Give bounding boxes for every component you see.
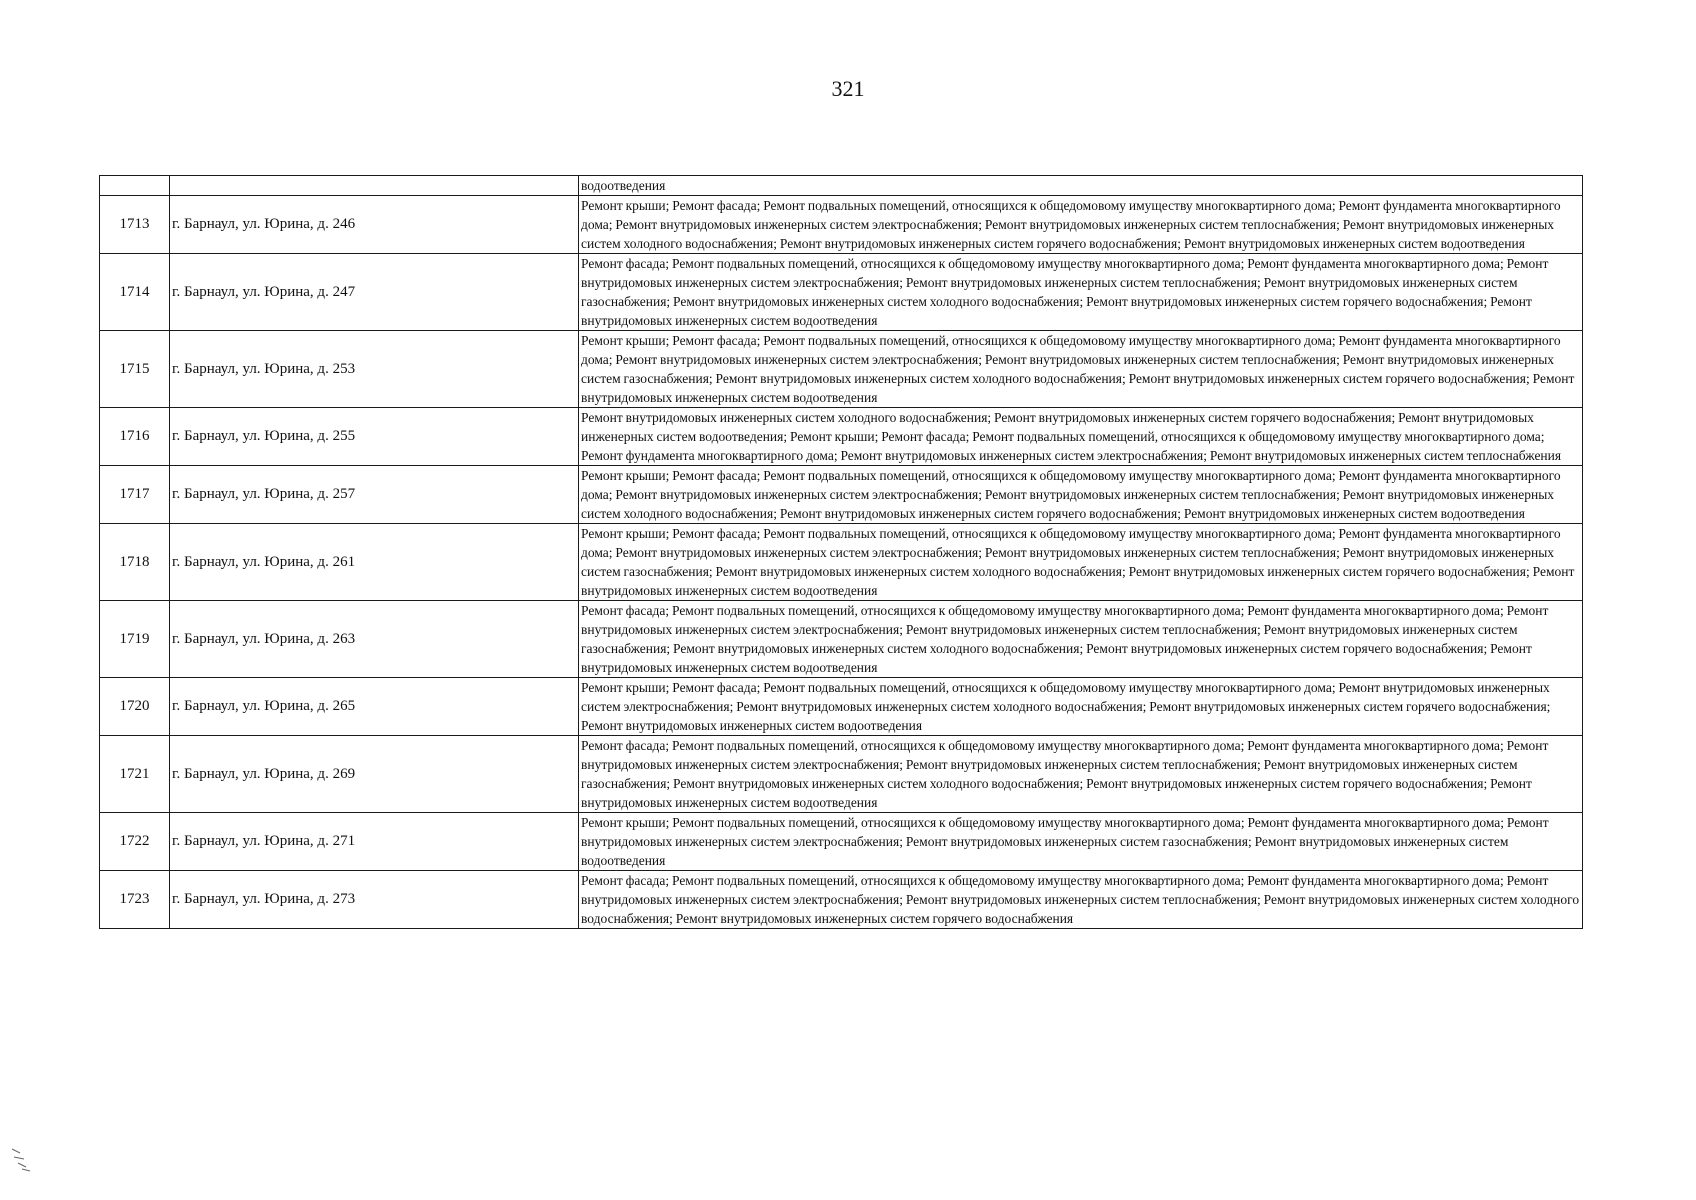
row-number: 1718 — [100, 524, 170, 601]
table-row — [100, 601, 1583, 678]
table-row — [100, 736, 1583, 813]
table-row — [100, 678, 1583, 736]
row-address: г. Барнаул, ул. Юрина, д. 273 — [170, 871, 579, 929]
row-works: Ремонт фасада; Ремонт подвальных помещений, относящихся к общедомовому имуществу многоквартирного дома; Ремонт фундамента многоквартирного дома; Ремонт внутридомовых инженерных систем электроснабжения; Ремонт внутридомовых инженерных систем теплоснабжения; Ремонт внутридомовых инженерных систем холодного водоснабжения; Ремонт внутридомовых инженерных систем горячего водоснабжения — [579, 871, 1583, 929]
row-works: Ремонт фасада; Ремонт подвальных помещений, относящихся к общедомовому имуществу многоквартирного дома; Ремонт фундамента многоквартирного дома; Ремонт внутридомовых инженерных систем электроснабжения; Ремонт внутридомовых инженерных систем теплоснабжения; Ремонт внутридомовых инженерных систем газоснабжения; Ремонт внутридомовых инженерных систем холодного водоснабжения; Ремонт внутридомовых инженерных систем горячего водоснабжения; Ремонт внутридомовых инженерных систем водоотведения — [579, 254, 1583, 331]
row-works: Ремонт крыши; Ремонт фасада; Ремонт подвальных помещений, относящихся к общедомовому имуществу многоквартирного дома; Ремонт фундамента многоквартирного дома; Ремонт внутридомовых инженерных систем электроснабжения; Ремонт внутридомовых инженерных систем теплоснабжения; Ремонт внутридомовых инженерных систем холодного водоснабжения; Ремонт внутридомовых инженерных систем горячего водоснабжения; Ремонт внутридомовых инженерных систем водоотведения — [579, 466, 1583, 524]
row-number: 1717 — [100, 466, 170, 524]
row-address: г. Барнаул, ул. Юрина, д. 271 — [170, 813, 579, 871]
row-address: г. Барнаул, ул. Юрина, д. 269 — [170, 736, 579, 813]
row-works: Ремонт внутридомовых инженерных систем холодного водоснабжения; Ремонт внутридомовых инженерных систем горячего водоснабжения; Ремонт внутридомовых инженерных систем водоотведения; Ремонт крыши; Ремонт фасада; Ремонт подвальных помещений, относящихся к общедомовому имуществу многоквартирного дома; Ремонт фундамента многоквартирного дома; Ремонт внутридомовых инженерных систем электроснабжения; Ремонт внутридомовых инженерных систем теплоснабжения — [579, 408, 1583, 466]
row-number: 1721 — [100, 736, 170, 813]
row-address: г. Барнаул, ул. Юрина, д. 253 — [170, 331, 579, 408]
row-works: Ремонт крыши; Ремонт фасада; Ремонт подвальных помещений, относящихся к общедомовому имуществу многоквартирного дома; Ремонт фундамента многоквартирного дома; Ремонт внутридомовых инженерных систем электроснабжения; Ремонт внутридомовых инженерных систем теплоснабжения; Ремонт внутридомовых инженерных систем газоснабжения; Ремонт внутридомовых инженерных систем холодного водоснабжения; Ремонт внутридомовых инженерных систем горячего водоснабжения; Ремонт внутридомовых инженерных систем водоотведения — [579, 331, 1583, 408]
table-row — [100, 331, 1583, 408]
page-number: 321 — [831, 76, 865, 101]
row-address: г. Барнаул, ул. Юрина, д. 246 — [170, 196, 579, 254]
table-row — [100, 196, 1583, 254]
table-row — [100, 813, 1583, 871]
row-number: 1719 — [100, 601, 170, 678]
row-works: Ремонт крыши; Ремонт подвальных помещений, относящихся к общедомовому имуществу многоквартирного дома; Ремонт фундамента многоквартирного дома; Ремонт внутридомовых инженерных систем электроснабжения; Ремонт внутридомовых инженерных систем газоснабжения; Ремонт внутридомовых инженерных систем водоотведения — [579, 813, 1583, 871]
repair-works-table — [99, 175, 1583, 929]
row-number: 1722 — [100, 813, 170, 871]
row-address: г. Барнаул, ул. Юрина, д. 257 — [170, 466, 579, 524]
row-number: 1723 — [100, 871, 170, 929]
row-works: Ремонт крыши; Ремонт фасада; Ремонт подвальных помещений, относящихся к общедомовому имуществу многоквартирного дома; Ремонт внутридомовых инженерных систем электроснабжения; Ремонт внутридомовых инженерных систем холодного водоснабжения; Ремонт внутридомовых инженерных систем горячего водоснабжения; Ремонт внутридомовых инженерных систем водоотведения — [579, 678, 1583, 736]
row-number: 1713 — [100, 196, 170, 254]
row-address: г. Барнаул, ул. Юрина, д. 247 — [170, 254, 579, 331]
row-number: 1714 — [100, 254, 170, 331]
row-address: г. Барнаул, ул. Юрина, д. 261 — [170, 524, 579, 601]
table-row — [100, 254, 1583, 331]
row-works: водоотведения — [579, 176, 1583, 196]
row-works: Ремонт крыши; Ремонт фасада; Ремонт подвальных помещений, относящихся к общедомовому имуществу многоквартирного дома; Ремонт фундамента многоквартирного дома; Ремонт внутридомовых инженерных систем электроснабжения; Ремонт внутридомовых инженерных систем теплоснабжения; Ремонт внутридомовых инженерных систем холодного водоснабжения; Ремонт внутридомовых инженерных систем горячего водоснабжения; Ремонт внутридомовых инженерных систем водоотведения — [579, 196, 1583, 254]
row-works: Ремонт крыши; Ремонт фасада; Ремонт подвальных помещений, относящихся к общедомовому имуществу многоквартирного дома; Ремонт фундамента многоквартирного дома; Ремонт внутридомовых инженерных систем электроснабжения; Ремонт внутридомовых инженерных систем теплоснабжения; Ремонт внутридомовых инженерных систем газоснабжения; Ремонт внутридомовых инженерных систем холодного водоснабжения; Ремонт внутридомовых инженерных систем горячего водоснабжения; Ремонт внутридомовых инженерных систем водоотведения — [579, 524, 1583, 601]
table-row — [100, 524, 1583, 601]
row-works: Ремонт фасада; Ремонт подвальных помещений, относящихся к общедомовому имуществу многоквартирного дома; Ремонт фундамента многоквартирного дома; Ремонт внутридомовых инженерных систем электроснабжения; Ремонт внутридомовых инженерных систем теплоснабжения; Ремонт внутридомовых инженерных систем газоснабжения; Ремонт внутридомовых инженерных систем холодного водоснабжения; Ремонт внутридомовых инженерных систем горячего водоснабжения; Ремонт внутридомовых инженерных систем водоотведения — [579, 736, 1583, 813]
table-row — [100, 871, 1583, 929]
row-address: г. Барнаул, ул. Юрина, д. 265 — [170, 678, 579, 736]
row-address: г. Барнаул, ул. Юрина, д. 255 — [170, 408, 579, 466]
scan-artifact — [10, 1145, 40, 1175]
row-number — [100, 176, 170, 196]
row-works: Ремонт фасада; Ремонт подвальных помещений, относящихся к общедомовому имуществу многоквартирного дома; Ремонт фундамента многоквартирного дома; Ремонт внутридомовых инженерных систем электроснабжения; Ремонт внутридомовых инженерных систем теплоснабжения; Ремонт внутридомовых инженерных систем газоснабжения; Ремонт внутридомовых инженерных систем холодного водоснабжения; Ремонт внутридомовых инженерных систем горячего водоснабжения; Ремонт внутридомовых инженерных систем водоотведения — [579, 601, 1583, 678]
row-number: 1716 — [100, 408, 170, 466]
row-number: 1715 — [100, 331, 170, 408]
table-row — [100, 408, 1583, 466]
table-row — [100, 466, 1583, 524]
table-row-continuation — [100, 176, 1583, 196]
row-number: 1720 — [100, 678, 170, 736]
row-address: г. Барнаул, ул. Юрина, д. 263 — [170, 601, 579, 678]
row-address — [170, 176, 579, 196]
